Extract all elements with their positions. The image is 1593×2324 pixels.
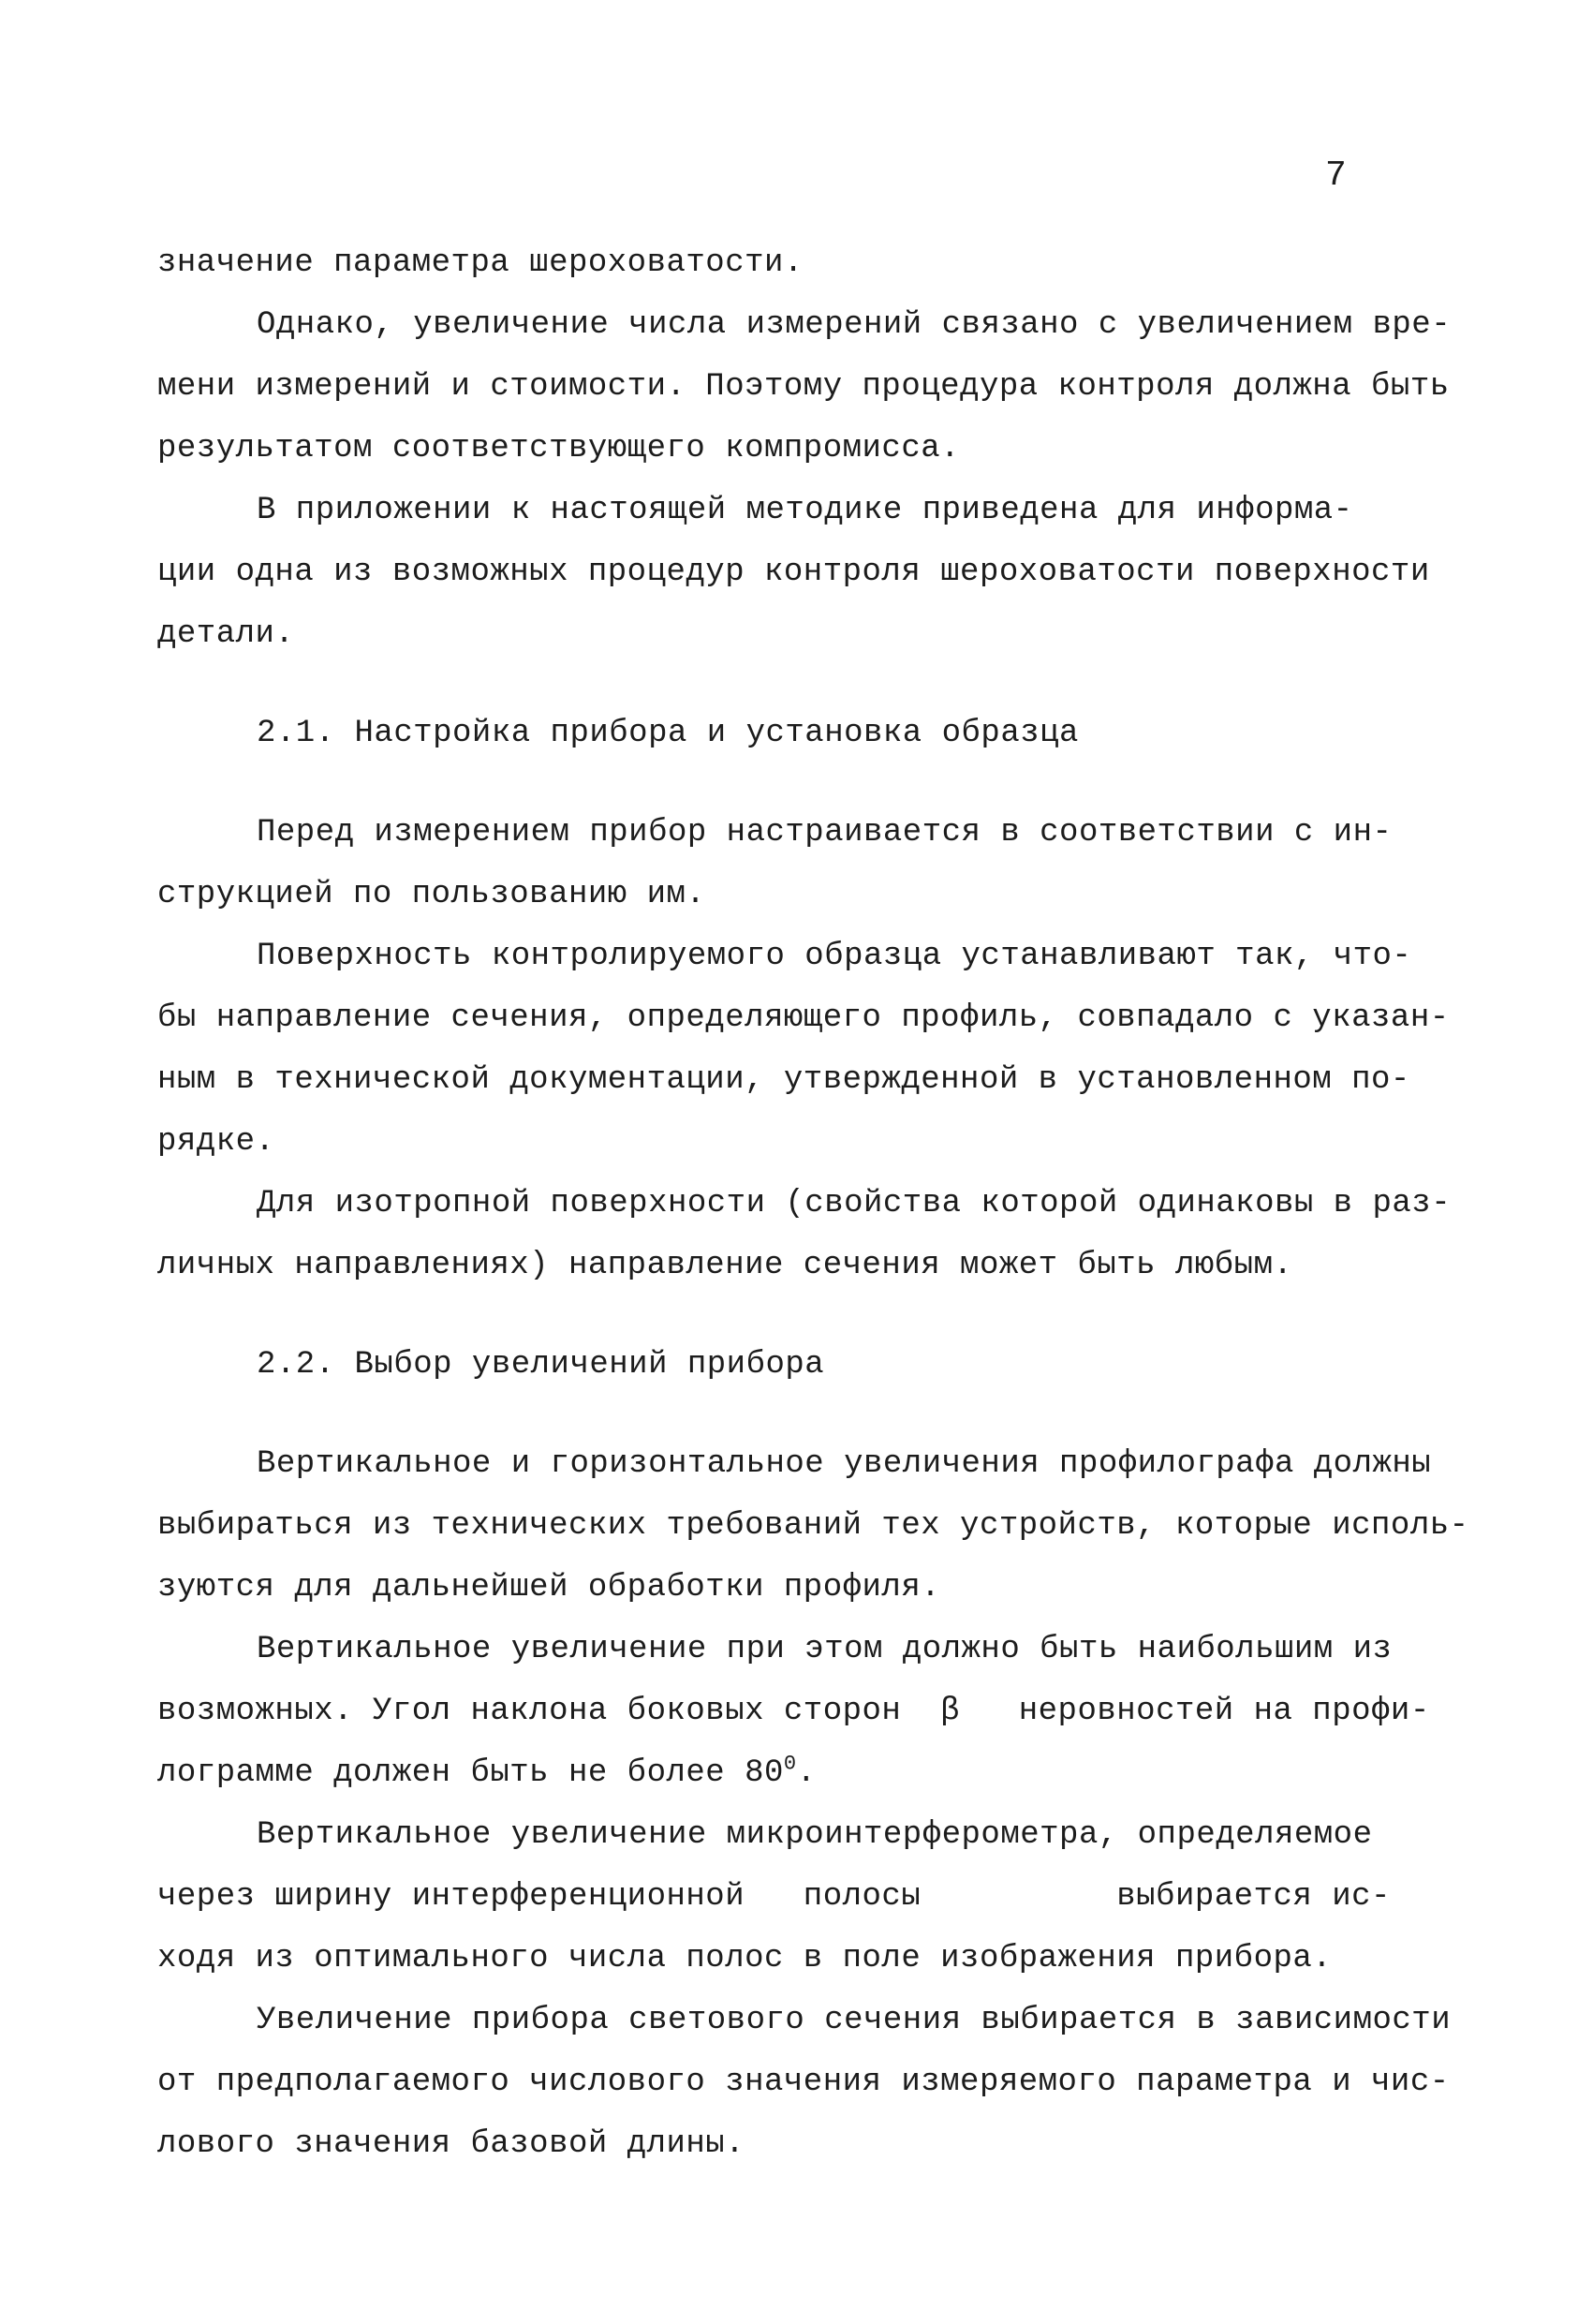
text-line: рядке. [157,1124,275,1160]
text-line: значение параметра шероховатости. [157,245,804,281]
text-line: от предполагаемого числового значения измеряемого параметра и чис- [157,2065,1450,2100]
section-gap [157,665,1412,703]
text-line: Вертикальное и горизонтальное увеличения профилографа должны [257,1446,1432,1482]
text-line: Увеличение прибора светового сечения выбирается в зависимости [257,2003,1452,2038]
text-line: Вертикальное увеличение при этом должно быть наибольшим из [257,1632,1393,1667]
text-line: струкцией по пользованию им. [157,877,706,912]
text-line: выбираться из технических требований тех устройств, которые исполь- [157,1508,1469,1544]
text-line: детали. [157,616,295,652]
body-text [157,232,1469,2175]
text-line: результатом соответствующего компромисса. [157,431,961,466]
section-gap [157,1396,1412,1433]
text-line: зуются для дальнейшей обработки профиля. [157,1570,941,1606]
text-line: бы направление сечения, определяющего профиль, совпадало с указан- [157,1000,1450,1036]
page-number: 7 [1325,155,1347,196]
text-line: ным в технической документации, утвержденной в установленном по- [157,1062,1410,1098]
text-line: ции одна из возможных процедур контроля шероховатости поверхности [157,555,1430,590]
text-line: возможных. Угол наклона боковых сторон β неровностей на профи- [157,1694,1430,1729]
text-line: Для изотропной поверхности (свойства которой одинаковы в раз- [257,1186,1452,1221]
text-line: Поверхность контролируемого образца устанавливают так, что- [257,939,1412,974]
text-line: лового значения базовой длины. [157,2126,745,2162]
text-run: лограмме должен быть не более 80 [157,1755,784,1791]
section-heading-2-2: 2.2. Выбор увеличений прибора [257,1347,825,1383]
text-run: . [796,1755,817,1791]
degree-superscript: 0 [783,1752,797,1776]
text-line: В приложении к настоящей методике приведена для информа- [257,493,1353,528]
text-line: мени измерений и стоимости. Поэтому процедура контроля должна быть [157,369,1450,405]
text-line: Однако, увеличение числа измерений связано с увеличением вре- [257,307,1452,343]
text-line: Вертикальное увеличение микроинтерферометра, определяемое [257,1817,1373,1853]
section-heading-2-1: 2.1. Настройка прибора и установка образца [257,716,1079,751]
text-line: личных направлениях) направление сечения может быть любым. [157,1248,1293,1283]
text-line: Перед измерением прибор настраивается в соответствии с ин- [257,815,1393,851]
text-line: через ширину интерференционной полосы выбирается ис- [157,1879,1391,1915]
text-line: ходя из оптимального числа полос в поле изображения прибора. [157,1941,1333,1976]
text-line-with-superscript [157,1742,1412,1804]
section-gap [157,764,1412,802]
section-gap [157,1296,1412,1334]
